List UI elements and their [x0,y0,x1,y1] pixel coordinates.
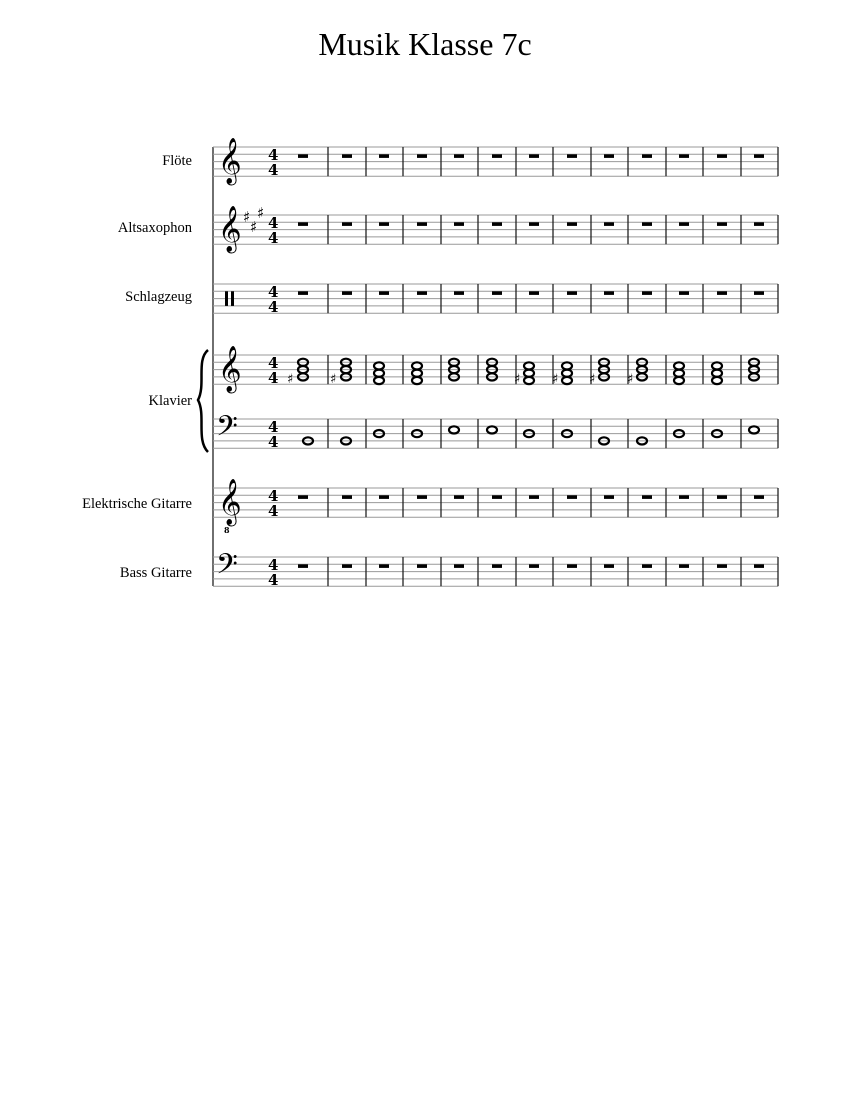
label-elektrische-gitarre: Elektrische Gitarre [82,496,192,512]
staff-bass-gitarre [213,548,778,589]
staff-altsaxophon [213,204,778,254]
treble-clef-icon: 𝄞 [218,346,242,392]
svg-text:♯: ♯ [589,372,596,387]
svg-text:♯: ♯ [514,372,521,387]
bass-clef-icon: 𝄢 [216,548,238,588]
staff-klavier-treble [213,346,778,394]
label-altsaxophon: Altsaxophon [117,220,192,236]
svg-text:♯: ♯ [627,372,634,387]
sharp-icon: ♯ [243,208,251,226]
score-title: Musik Klasse 7c [318,26,532,62]
brace-icon [198,350,208,452]
treble-clef-icon: 𝄞 [218,138,242,184]
percussion-clef-icon [225,291,228,306]
score-system: 4 4 𝄞 𝄞 ♯ ♯ ♯ 𝄞 ♯ ♯ ♯ ♯ ♯ ♯ 𝄢 𝄞 8 𝄢 [0,0,850,1100]
treble-clef-8vb-icon: 𝄞 [218,479,242,525]
svg-text:♯: ♯ [287,372,294,387]
sharp-icon: ♯ [257,204,265,222]
staff-floete [213,138,778,186]
staff-klavier-bass [213,410,778,451]
bass-clef-icon: 𝄢 [216,410,238,450]
staff-elektrische-gitarre [213,479,778,535]
svg-text:♯: ♯ [330,372,337,387]
treble-clef-icon: 𝄞 [218,206,242,252]
svg-text:♯: ♯ [552,372,559,387]
label-klavier: Klavier [148,393,192,409]
label-schlagzeug: Schlagzeug [125,289,192,305]
svg-text:8: 8 [224,525,230,535]
label-bass-gitarre: Bass Gitarre [119,565,192,581]
staff-schlagzeug [213,283,778,316]
label-floete: Flöte [162,153,192,169]
sharp-icon: ♯ [250,218,258,236]
